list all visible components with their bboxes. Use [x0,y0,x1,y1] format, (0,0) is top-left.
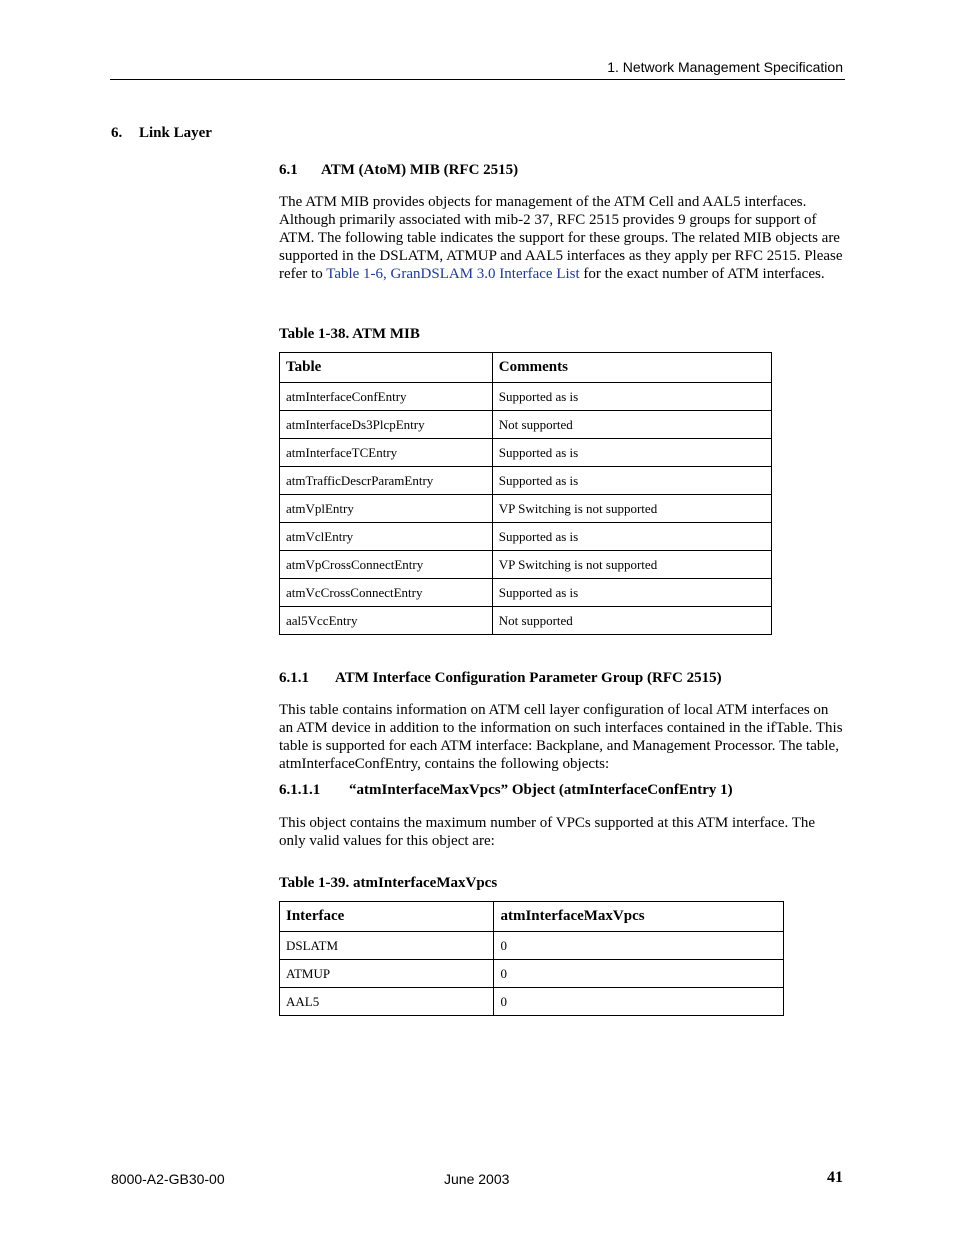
subsubsection-number: 6.1.1 [279,670,309,686]
object-paragraph: This object contains the maximum number of VPCs supported at this ATM interface. The only valid values for this object are: [279,815,816,849]
atm-mib-table [279,352,772,635]
max-vpcs-table [279,901,784,1016]
table-cell: atmTrafficDescrParamEntry [280,467,493,495]
column-header: Comments [492,353,771,383]
subsubsection-heading [279,670,722,687]
subsection-number: 6.1 [279,162,298,178]
footer-doc-number: 8000-A2-GB30-00 [111,1171,225,1187]
table-cell: atmVclEntry [280,523,493,551]
object-number: 6.1.1.1 [279,782,321,798]
subsection-heading [279,162,518,179]
table-header-row [280,353,772,383]
table-cell: DSLATM [280,932,494,960]
column-header: Table [280,353,493,383]
table-cell: Supported as is [492,467,771,495]
table-row [280,551,772,579]
table-cell: ATMUP [280,960,494,988]
table-cell: Not supported [492,607,771,635]
table-cell: Supported as is [492,383,771,411]
table-row [280,579,772,607]
table-row [280,467,772,495]
table-cell: VP Switching is not supported [492,551,771,579]
object-heading [279,782,733,799]
object-title: “atmInterfaceMaxVpcs” Object (atmInterfaceConfEntry 1) [349,782,733,798]
page-number: 41 [827,1169,843,1186]
section-number: 6. [111,125,123,141]
table-row [280,607,772,635]
table-row [280,932,784,960]
table-row [280,439,772,467]
table-row [280,960,784,988]
section-heading [111,125,212,142]
intro-paragraph: The ATM MIB provides objects for management of the ATM Cell and AAL5 interfaces. Although primarily associated with mib-2 37, RFC 2515 provides 9 groups for support of ATM. The following table indicates the support for these groups. The related MIB objects are supported in the DSLATM, ATMUP and AAL5 interfaces as they apply per RFC 2515. Please refer to Table 1-6, GranDSLAM 3.0 Interface List for the exact number of ATM interfaces. [279,194,843,282]
table-cell: 0 [494,988,784,1016]
table-row [280,383,772,411]
group-paragraph: This table contains information on ATM cell layer configuration of local ATM interfaces on an ATM device in addition to the information on such interfaces contained in the ifTable. This table is supported for each ATM interface: Backplane, and Management Processor. The table, atmInterfaceConfEntry, contains the following objects: [279,702,843,772]
running-header: 1. Network Management Specification [607,59,843,75]
table-reference-link[interactable]: Table 1-6, GranDSLAM 3.0 Interface List [326,266,580,282]
column-header: atmInterfaceMaxVpcs [494,902,784,932]
table2-caption: Table 1-39. atmInterfaceMaxVpcs [279,875,498,891]
table1-caption: Table 1-38. ATM MIB [279,326,420,342]
table-cell: atmVcCrossConnectEntry [280,579,493,607]
table-cell: 0 [494,932,784,960]
table-cell: Supported as is [492,439,771,467]
table-cell: Supported as is [492,579,771,607]
table-row [280,523,772,551]
footer-date: June 2003 [444,1171,510,1187]
table-cell: Not supported [492,411,771,439]
table-cell: aal5VccEntry [280,607,493,635]
table-row [280,495,772,523]
section-title: Link Layer [139,125,212,141]
header-rule [110,79,845,80]
column-header: Interface [280,902,494,932]
table-cell: atmInterfaceDs3PlcpEntry [280,411,493,439]
subsection-title: ATM (AtoM) MIB (RFC 2515) [321,162,519,178]
table-row [280,411,772,439]
table-row [280,988,784,1016]
table-cell: Supported as is [492,523,771,551]
table-cell: VP Switching is not supported [492,495,771,523]
table-cell: atmInterfaceTCEntry [280,439,493,467]
table-cell: AAL5 [280,988,494,1016]
table-header-row [280,902,784,932]
subsubsection-title: ATM Interface Configuration Parameter Group (RFC 2515) [335,670,722,686]
table-cell: 0 [494,960,784,988]
table-cell: atmVplEntry [280,495,493,523]
table-cell: atmInterfaceConfEntry [280,383,493,411]
table-cell: atmVpCrossConnectEntry [280,551,493,579]
